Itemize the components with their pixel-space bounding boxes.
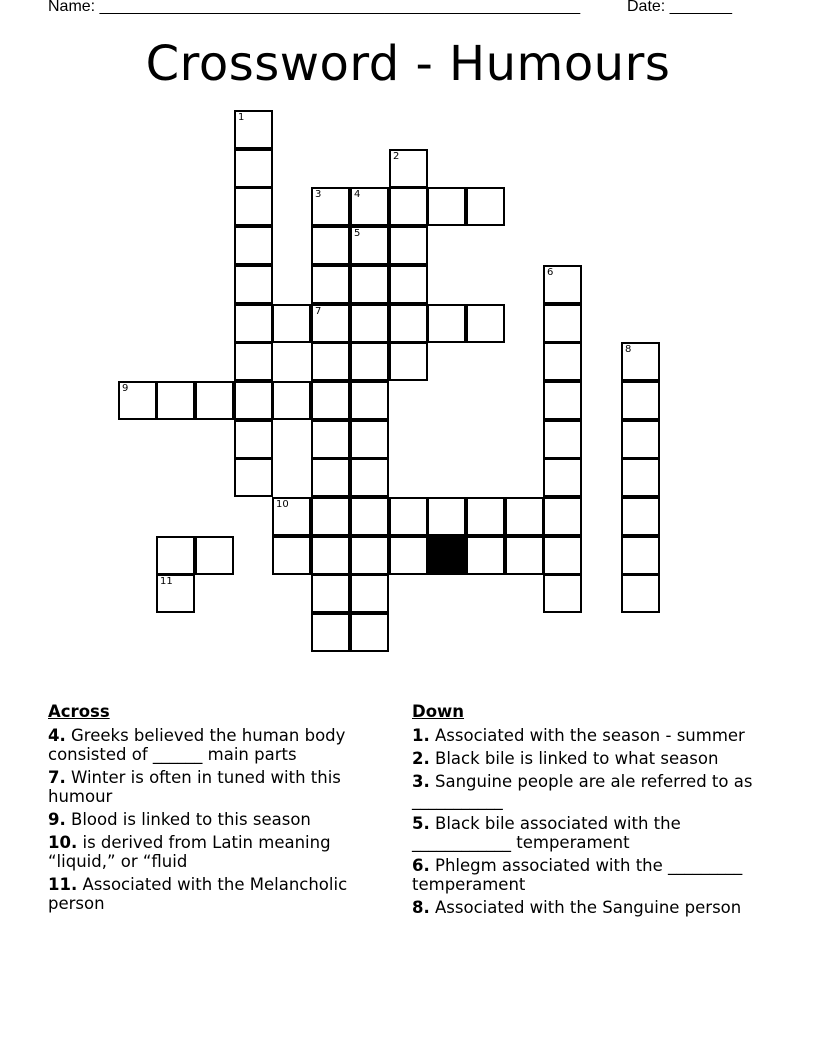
grid-cell[interactable] [311,574,350,613]
grid-cell[interactable] [311,265,350,304]
grid-cell[interactable] [389,536,428,575]
grid-cell[interactable] [272,536,311,575]
grid-cell[interactable] [505,536,544,575]
grid-cell[interactable] [311,536,350,575]
grid-cell[interactable] [350,265,389,304]
grid-cell[interactable] [427,304,466,343]
grid-cell[interactable] [350,226,389,265]
clue-text: is derived from Latin meaning “liquid,” or “fluid [48,833,331,871]
grid-cell[interactable] [389,342,428,381]
grid-cell[interactable] [195,536,234,575]
grid-cell[interactable] [466,536,505,575]
clue-across-11 [48,875,393,913]
clue-text: Greeks believed the human body consisted of ______ main parts [48,726,346,764]
grid-cell[interactable] [350,420,389,459]
grid-cell[interactable] [389,497,428,536]
grid-cell[interactable] [389,226,428,265]
clue-text: Phlegm associated with the _________ temperament [412,856,743,894]
grid-cell[interactable] [234,304,273,343]
grid-cell[interactable] [543,381,582,420]
clue-number-label: 5 [354,228,361,239]
grid-cell[interactable] [311,420,350,459]
grid-cell[interactable] [543,497,582,536]
clue-number-label: 2 [393,151,400,162]
clue-text: Associated with the season - summer [435,726,745,745]
grid-cell[interactable] [350,574,389,613]
grid-cell[interactable] [543,420,582,459]
grid-cell[interactable] [350,613,389,652]
grid-cell[interactable] [234,420,273,459]
grid-cell[interactable] [234,381,273,420]
grid-cell[interactable] [427,187,466,226]
grid-cell[interactable] [311,187,350,226]
clue-number-label: 8 [625,344,632,355]
grid-cell[interactable] [621,420,660,459]
clue-number: 7. [48,768,66,787]
down-clues [412,702,757,921]
clue-down-8 [412,898,757,917]
grid-cell[interactable] [621,574,660,613]
clue-number: 11. [48,875,78,894]
clue-number: 8. [412,898,430,917]
grid-cell[interactable] [466,304,505,343]
grid-cell[interactable] [234,458,273,497]
grid-cell[interactable] [427,497,466,536]
grid-cell[interactable] [389,149,428,188]
grid-cell[interactable] [234,187,273,226]
clue-text: Sanguine people are ale referred to as ___________ [412,772,753,810]
clue-text: Winter is often in tuned with this humour [48,768,341,806]
grid-cell[interactable] [311,226,350,265]
grid-cell[interactable] [350,342,389,381]
grid-cell[interactable] [350,458,389,497]
grid-cell[interactable] [621,342,660,381]
clue-down-3 [412,772,757,810]
name-field-label: Name: ______________________________________________________ [48,0,581,15]
date-field-label: Date: _______ [627,0,732,15]
grid-cell[interactable] [234,342,273,381]
clue-number-label: 3 [315,189,322,200]
clue-across-7 [48,768,393,806]
across-clues [48,702,393,917]
clue-text: Associated with the Melancholic person [48,875,348,913]
grid-cell[interactable] [350,381,389,420]
grid-cell[interactable] [234,110,273,149]
across-heading: Across [48,702,110,721]
grid-cell[interactable] [466,187,505,226]
grid-cell[interactable] [272,304,311,343]
grid-cell[interactable] [234,226,273,265]
grid-cell[interactable] [505,497,544,536]
grid-cell[interactable] [272,381,311,420]
grid-cell[interactable] [311,497,350,536]
clue-down-1 [412,726,757,745]
clue-number: 3. [412,772,430,791]
grid-cell[interactable] [543,342,582,381]
clue-across-4 [48,726,393,764]
grid-cell[interactable] [311,381,350,420]
clue-number-label: 6 [547,267,554,278]
clue-number: 4. [48,726,66,745]
grid-cell[interactable] [389,304,428,343]
grid-cell[interactable] [156,536,195,575]
grid-cell[interactable] [195,381,234,420]
grid-cell[interactable] [350,304,389,343]
clue-down-5 [412,814,757,852]
clue-number: 1. [412,726,430,745]
grid-cell[interactable] [350,187,389,226]
grid-cell[interactable] [156,381,195,420]
grid-cell[interactable] [621,381,660,420]
clue-number-label: 7 [315,306,322,317]
clue-number: 9. [48,810,66,829]
clue-number: 5. [412,814,430,833]
grid-cell[interactable] [350,536,389,575]
grid-cell[interactable] [350,497,389,536]
grid-cell[interactable] [389,265,428,304]
grid-cell[interactable] [234,149,273,188]
clue-down-2 [412,749,757,768]
grid-cell[interactable] [311,613,350,652]
grid-cell[interactable] [311,304,350,343]
grid-cell[interactable] [543,265,582,304]
clue-number-label: 4 [354,189,361,200]
grid-cell[interactable] [543,574,582,613]
grid-cell[interactable] [621,497,660,536]
grid-cell[interactable] [621,536,660,575]
page-title: Crossword - Humours [145,36,671,92]
clue-number-label: 11 [160,576,173,587]
clue-number: 6. [412,856,430,875]
grid-cell[interactable] [389,187,428,226]
clue-text: Black bile associated with the ____________ temperament [412,814,681,852]
clue-number: 2. [412,749,430,768]
clue-text: Associated with the Sanguine person [435,898,742,917]
grid-cell[interactable] [234,265,273,304]
grid-cell[interactable] [311,458,350,497]
clue-number-label: 10 [276,499,289,510]
grid-cell[interactable] [543,536,582,575]
grid-cell[interactable] [466,497,505,536]
clue-number-label: 9 [122,383,129,394]
clue-down-6 [412,856,757,894]
grid-cell[interactable] [118,381,157,420]
grid-cell[interactable] [311,342,350,381]
grid-cell[interactable] [621,458,660,497]
grid-cell-blocked [427,536,466,575]
clue-across-9 [48,810,393,829]
grid-cell[interactable] [543,458,582,497]
clue-number-label: 1 [238,112,245,123]
clue-number: 10. [48,833,78,852]
clue-text: Blood is linked to this season [71,810,311,829]
clue-text: Black bile is linked to what season [435,749,719,768]
down-heading: Down [412,702,465,721]
grid-cell[interactable] [543,304,582,343]
grid-cell[interactable] [156,574,195,613]
clue-across-10 [48,833,393,871]
grid-cell[interactable] [272,497,311,536]
